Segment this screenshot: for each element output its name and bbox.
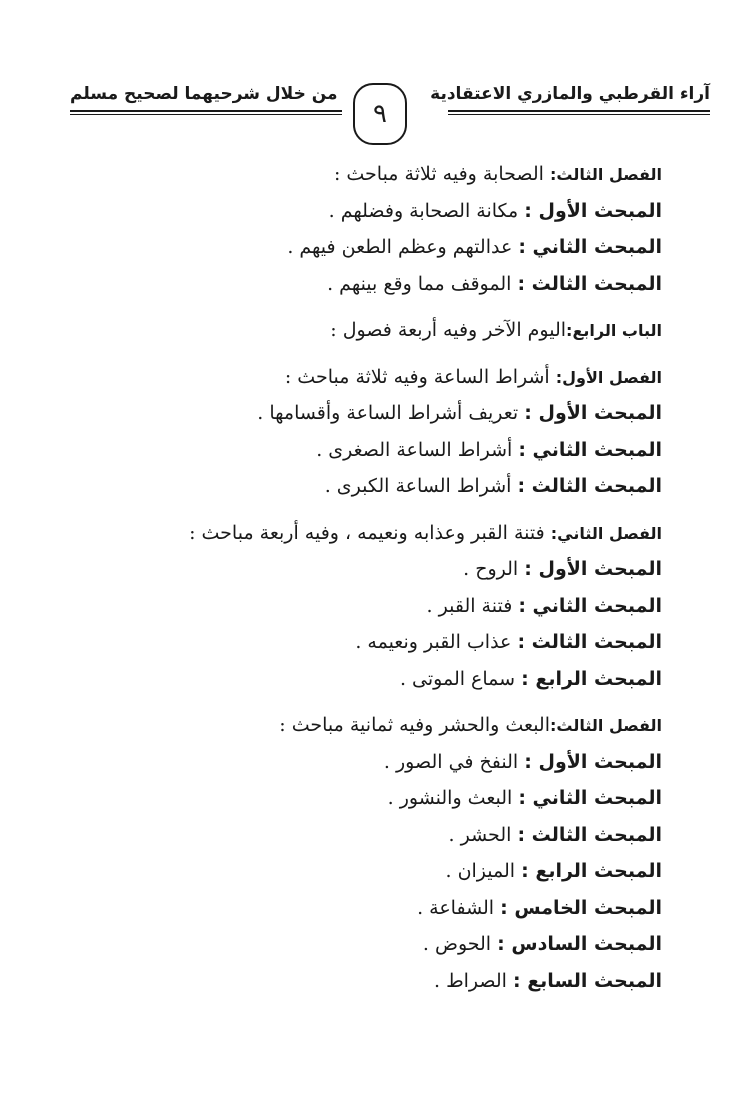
toc-line xyxy=(62,358,662,395)
toc-line-label: المبحث الرابع : xyxy=(521,860,662,882)
toc-line-text: الصحابة وفيه ثلاثة مباحث : xyxy=(333,163,550,185)
page-header xyxy=(70,80,710,150)
toc-line xyxy=(62,265,662,302)
toc-line-text: الموقف مما وقع بينهم . xyxy=(327,272,518,295)
toc-line xyxy=(62,743,662,780)
toc-line-text: الحوض . xyxy=(422,933,498,955)
toc-line-label: المبحث الخامس : xyxy=(500,896,662,919)
toc-line-label: المبحث الأول : xyxy=(524,558,662,580)
toc-line-label: المبحث الأول : xyxy=(524,750,662,773)
toc-line xyxy=(62,706,662,743)
toc-line-text: سماع الموتى . xyxy=(399,667,522,690)
toc-line-label: المبحث الثالث : xyxy=(517,475,662,497)
toc-line-text: الروح . xyxy=(463,558,525,580)
toc-line-label: المبحث الرابع : xyxy=(521,667,662,690)
toc-line-text: البعث والحشر وفيه ثمانية مباحث : xyxy=(279,714,550,736)
header-rule-right xyxy=(448,110,710,112)
toc-line-text: أشراط الساعة وفيه ثلاثة مباحث : xyxy=(284,365,556,388)
toc-line-text: عذاب القبر ونعيمه . xyxy=(355,631,518,653)
toc-line xyxy=(62,394,662,431)
toc-line xyxy=(62,852,662,889)
toc-line-text: فتنة القبر . xyxy=(426,594,519,617)
toc-line-text: مكانة الصحابة وفضلهم . xyxy=(328,199,525,222)
toc-line xyxy=(62,587,662,624)
toc-line xyxy=(62,962,662,999)
toc-line-label: الفصل الثاني: xyxy=(550,523,662,543)
toc-line xyxy=(62,155,662,192)
toc-line xyxy=(62,467,662,504)
toc-line-label: الفصل الثالث: xyxy=(550,165,662,184)
toc-line-label: المبحث السادس : xyxy=(497,933,662,955)
toc-line-label: المبحث الثالث : xyxy=(517,823,662,846)
toc-line xyxy=(62,816,662,853)
toc-line-label: المبحث الثاني : xyxy=(518,236,662,258)
toc-line xyxy=(62,228,662,265)
toc-line-text: الصراط . xyxy=(433,969,513,992)
toc-line-text: أشراط الساعة الصغرى . xyxy=(316,438,519,461)
toc-line-label: الباب الرابع: xyxy=(566,321,662,340)
header-rule-right-thin xyxy=(448,114,710,115)
toc-line-text: النفخ في الصور . xyxy=(383,750,525,773)
toc-line xyxy=(62,550,662,587)
toc-line-text: اليوم الآخر وفيه أربعة فصول : xyxy=(330,319,567,341)
running-title-left: من خلال شرحيهما لصحيح مسلم xyxy=(70,84,338,104)
toc-line-label: المبحث الأول : xyxy=(524,402,662,424)
header-rule-left-thin xyxy=(70,114,342,115)
toc-line-text: فتنة القبر وعذابه ونعيمه ، وفيه أربعة مباحث : xyxy=(189,521,551,544)
toc-line-text: تعريف أشراط الساعة وأقسامها . xyxy=(257,402,525,424)
toc-line-text: البعث والنشور . xyxy=(387,787,519,809)
table-of-contents xyxy=(62,155,662,998)
toc-line xyxy=(62,192,662,229)
toc-line-label: المبحث الأول : xyxy=(524,199,662,222)
toc-line-text: عدالتهم وعظم الطعن فيهم . xyxy=(287,236,519,258)
toc-line xyxy=(62,660,662,697)
running-title-right: آراء القرطبي والمازري الاعتقادية xyxy=(430,84,710,104)
toc-line-label: المبحث السابع : xyxy=(512,969,662,992)
toc-line-text: الحشر . xyxy=(448,823,518,846)
toc-line-label: الفصل الأول: xyxy=(555,367,662,387)
header-rule-left xyxy=(70,110,342,112)
toc-line-label: المبحث الثالث : xyxy=(517,272,662,295)
toc-line-text: الشفاعة . xyxy=(417,896,501,919)
toc-line xyxy=(62,779,662,816)
toc-line-label: المبحث الثاني : xyxy=(518,594,662,617)
toc-line xyxy=(62,514,662,551)
toc-line xyxy=(62,623,662,660)
toc-line-text: أشراط الساعة الكبرى . xyxy=(324,475,518,497)
toc-line-text: الميزان . xyxy=(445,860,522,882)
toc-line-label: المبحث الثاني : xyxy=(518,438,662,461)
toc-line-label: المبحث الثالث : xyxy=(517,631,662,653)
page-number: ٩ xyxy=(353,83,407,145)
toc-line-label: المبحث الثاني : xyxy=(518,787,662,809)
toc-line xyxy=(62,925,662,962)
toc-line xyxy=(62,431,662,468)
toc-line-label: الفصل الثالث: xyxy=(550,716,662,735)
toc-line xyxy=(62,311,662,348)
toc-line xyxy=(62,889,662,926)
